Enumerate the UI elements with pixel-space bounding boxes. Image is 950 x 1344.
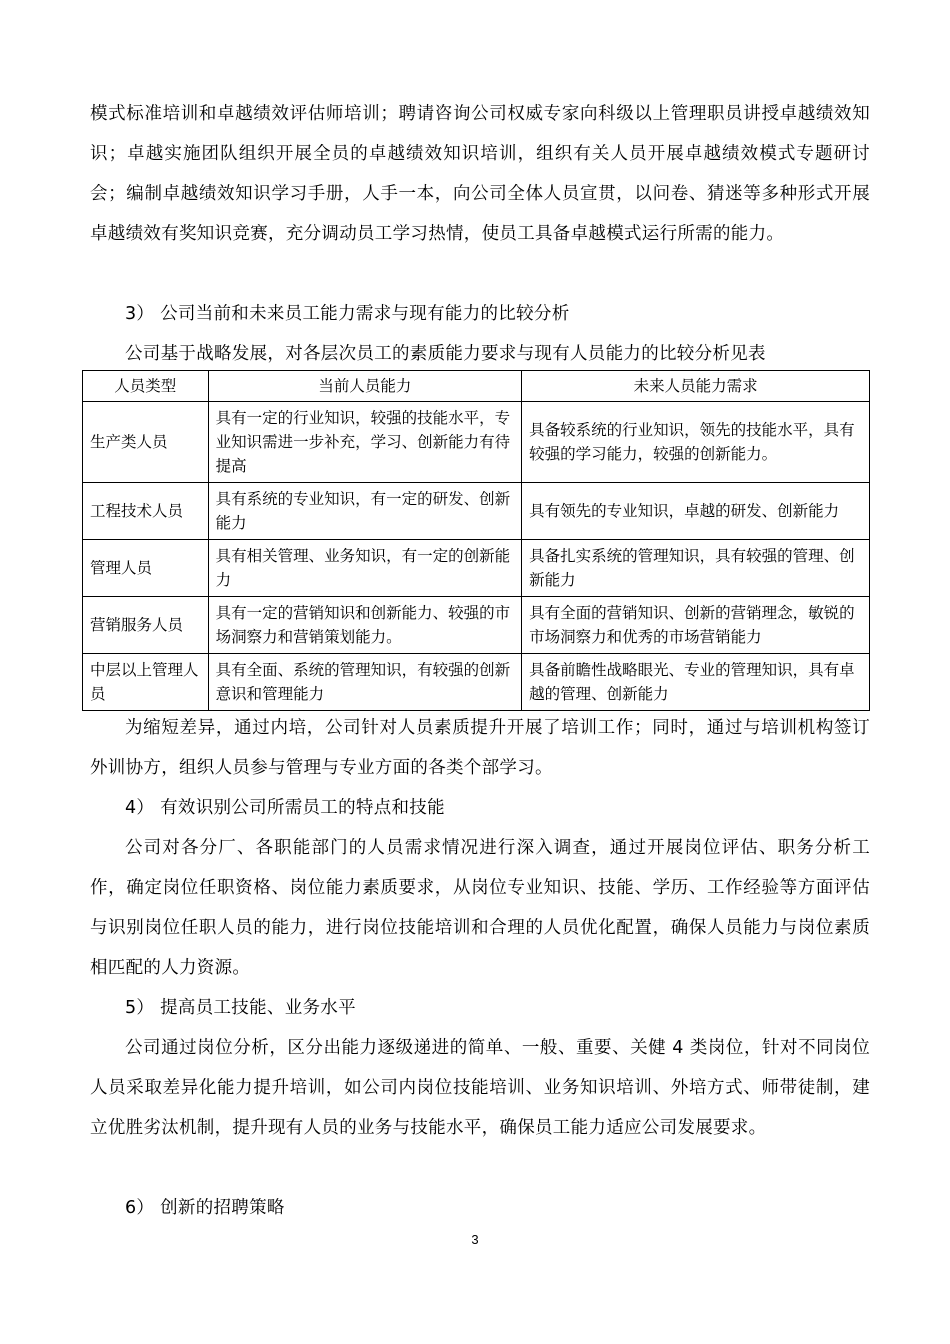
table-row <box>83 597 870 654</box>
heading-4-identify-skills: 4） 有效识别公司所需员工的特点和技能 <box>125 798 445 818</box>
cell-future-requirement: 具有全面的营销知识、创新的营销理念，敏锐的市场洞察力和优秀的市场营销能力 <box>522 597 870 654</box>
cell-current-capability: 具有一定的行业知识，较强的技能水平，专业知识需进一步补充，学习、创新能力有待提高 <box>208 402 522 483</box>
cell-personnel-type: 营销服务人员 <box>83 597 209 654</box>
header-future-requirement: 未来人员能力需求 <box>522 371 870 402</box>
cell-current-capability: 具有全面、系统的管理知识，有较强的创新意识和管理能力 <box>208 654 522 711</box>
cell-future-requirement: 具有领先的专业知识，卓越的研发、创新能力 <box>522 483 870 540</box>
table-row <box>83 483 870 540</box>
paragraph-training-continued: 模式标准培训和卓越绩效评估师培训；聘请咨询公司权威专家向科级以上管理职员讲授卓越绩效知识；卓越实施团队组织开展全员的卓越绩效知识培训，组织有关人员开展卓越绩效模式专题研讨会；编制卓越绩效知识学习手册，人手一本，向公司全体人员宣贯，以问卷、猜迷等多种形式开展卓越绩效有奖知识竞赛，充分调动员工学习热情，使员工具备卓越模式运行所需的能力。 <box>90 104 870 244</box>
cell-current-capability: 具有相关管理、业务知识，有一定的创新能力 <box>208 540 522 597</box>
header-personnel-type: 人员类型 <box>83 371 209 402</box>
paragraph-training-measures: 为缩短差异，通过内培，公司针对人员素质提升开展了培训工作；同时，通过与培训机构签订外训协方，组织人员参与管理与专业方面的各类个部学习。 <box>90 718 870 778</box>
cell-personnel-type: 工程技术人员 <box>83 483 209 540</box>
table-row <box>83 540 870 597</box>
cell-future-requirement: 具备前瞻性战略眼光、专业的管理知识，具有卓越的管理、创新能力 <box>522 654 870 711</box>
table-header-row <box>83 371 870 402</box>
heading-3-capability-comparison: 3） 公司当前和未来员工能力需求与现有能力的比较分析 <box>125 304 570 324</box>
heading-6-recruitment: 6） 创新的招聘策略 <box>125 1198 285 1218</box>
table-row <box>83 654 870 711</box>
cell-future-requirement: 具备扎实系统的管理知识，具有较强的管理、创新能力 <box>522 540 870 597</box>
capability-comparison-table <box>82 370 870 711</box>
paragraph-table-intro: 公司基于战略发展，对各层次员工的素质能力要求与现有人员能力的比较分析见表 <box>125 344 766 364</box>
cell-current-capability: 具有系统的专业知识，有一定的研发、创新能力 <box>208 483 522 540</box>
cell-personnel-type: 管理人员 <box>83 540 209 597</box>
cell-future-requirement: 具备较系统的行业知识，领先的技能水平，具有较强的学习能力，较强的创新能力。 <box>522 402 870 483</box>
paragraph-post-analysis: 公司通过岗位分析，区分出能力逐级递进的简单、一般、重要、关健 4 类岗位，针对不同岗位人员采取差异化能力提升培训，如公司内岗位技能培训、业务知识培训、外培方式、师带徒制，建立优胜劣汰机制，提升现有人员的业务与技能水平，确保员工能力适应公司发展要求。 <box>90 1038 870 1138</box>
page-number: 3 <box>471 1232 479 1247</box>
table-row <box>83 402 870 483</box>
cell-personnel-type: 中层以上管理人员 <box>83 654 209 711</box>
cell-current-capability: 具有一定的营销知识和创新能力、较强的市场洞察力和营销策划能力。 <box>208 597 522 654</box>
header-current-capability: 当前人员能力 <box>208 371 522 402</box>
cell-personnel-type: 生产类人员 <box>83 402 209 483</box>
paragraph-needs-survey: 公司对各分厂、各职能部门的人员需求情况进行深入调查，通过开展岗位评估、职务分析工作，确定岗位任职资格、岗位能力素质要求，从岗位专业知识、技能、学历、工作经验等方面评估与识别岗位任职人员的能力，进行岗位技能培训和合理的人员优化配置，确保人员能力与岗位素质相匹配的人力资源。 <box>90 838 870 978</box>
heading-5-improve-skills: 5） 提高员工技能、业务水平 <box>125 998 356 1018</box>
